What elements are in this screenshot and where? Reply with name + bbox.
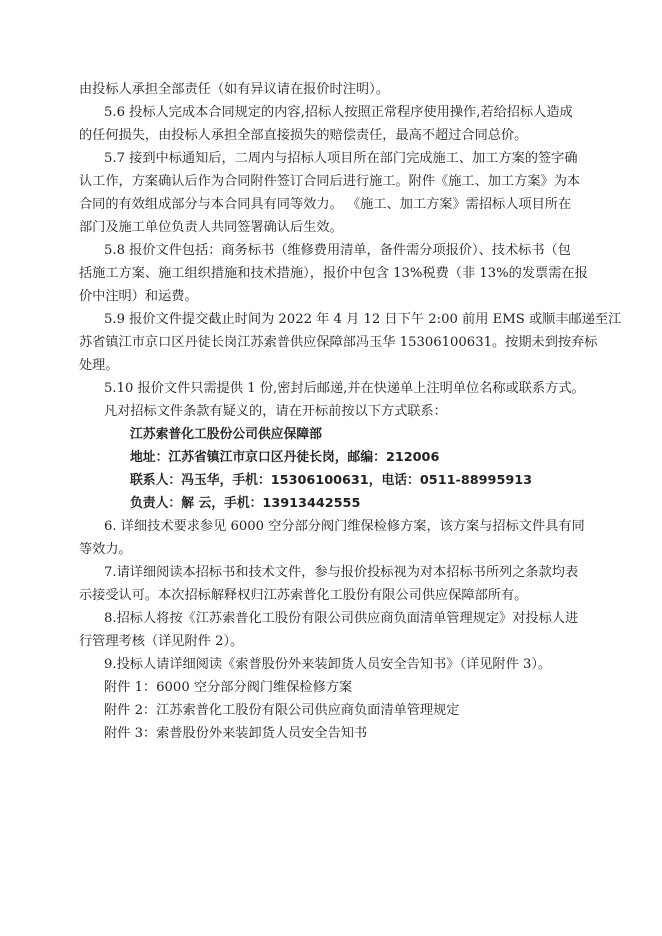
text-line: 价中注明）和运费。: [79, 289, 198, 304]
text-line: 5.10 报价文件只需提供 1 份,密封后邮递,并在快递单上注明单位名称或联系方式。: [104, 381, 585, 396]
text-line: 5.6 投标人完成本合同规定的内容,招标人按照正常程序使用操作,若给招标人造成: [104, 105, 573, 120]
text-line: 7.请详细阅读本招标书和技术文件，参与报价投标视为对本招标书所列之条款均表: [104, 565, 579, 580]
text-line: 凡对招标文件条款有疑义的，请在开标前按以下方式联系：: [104, 404, 447, 419]
text-line: 的任何损失，由投标人承担全部直接损失的赔偿责任，最高不超过合同总价。: [79, 128, 528, 143]
text-line: 认工作，方案确认后作为合同附件签订合同后进行施工。附件《施工、加工方案》为本: [79, 174, 581, 189]
text-line: 合同的有效组成部分与本合同具有同等效力。 《施工、加工方案》需招标人项目所在: [79, 197, 572, 212]
text-line: 5.9 报价文件提交截止时间为 2022 年 4 月 12 日下午 2:00 前用 EMS 或顺丰邮递至江: [104, 312, 622, 327]
text-line: 9.投标人请详细阅读《索普股份外来装卸货人员安全告知书》（详见附件 3）。: [104, 657, 552, 672]
text-line: 附件 3：索普股份外来装卸货人员安全告知书: [104, 726, 368, 741]
text-line: 8.招标人将按《江苏索普化工股份有限公司供应商负面清单管理规定》对投标人进: [104, 611, 579, 626]
text-line: 5.8 报价文件包括：商务标书（维修费用清单，备件需分项报价）、技术标书（包: [104, 243, 571, 258]
contact-line: 联系人：冯玉华，手机：15306100631，电话：0511-88995913: [130, 473, 533, 488]
text-line: 行管理考核（详见附件 2）。: [79, 634, 244, 649]
text-line: 示接受认可。本次招标解释权归江苏索普化工股份有限公司供应保障部所有。: [79, 588, 528, 603]
contact-line: 负责人：解 云，手机：13913442555: [130, 496, 361, 511]
text-line: 括施工方案、施工组织措施和技术措施），报价中包含 13%税费（非 13%的发票需在报: [79, 266, 588, 281]
text-line: 处理。: [79, 358, 119, 373]
text-line: 5.7 接到中标通知后，二周内与招标人项目所在部门完成施工、加工方案的签字确: [104, 151, 578, 166]
text-line: 部门及施工单位负责人共同签署确认后生效。: [79, 220, 343, 235]
text-line: 6. 详细技术要求参见 6000 空分部分阀门维保检修方案，该方案与招标文件具有同: [104, 519, 585, 534]
text-line: 附件 1：6000 空分部分阀门维保检修方案: [104, 680, 353, 695]
text-line: 苏省镇江市京口区丹徒长岗江苏索普供应保障部冯玉华 15306100631。按期未到按弃标: [79, 335, 598, 350]
document-page: [79, 78, 622, 745]
text-line: 等效力。: [79, 542, 132, 557]
contact-line: 江苏索普化工股份公司供应保障部: [130, 427, 322, 442]
contact-line: 地址：江苏省镇江市京口区丹徒长岗，邮编：212006: [130, 450, 440, 465]
text-line: 由投标人承担全部责任（如有异议请在报价时注明）。: [79, 82, 389, 97]
text-line: 附件 2：江苏索普化工股份有限公司供应商负面清单管理规定: [104, 703, 460, 718]
